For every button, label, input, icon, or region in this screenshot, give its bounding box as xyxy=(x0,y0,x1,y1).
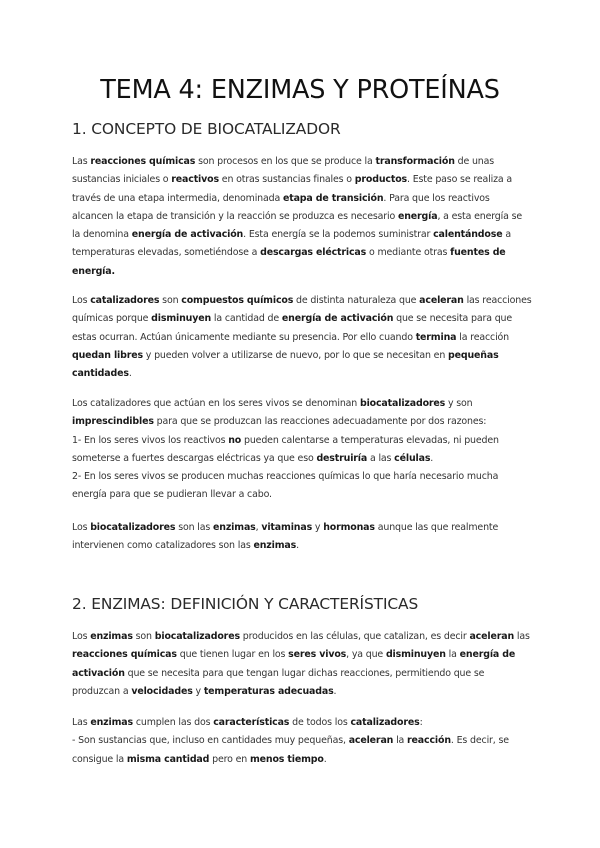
section-1-paragraph-2: Los catalizadores son compuestos químicos de distinta naturaleza que aceleran las reacciones químicas porque disminuyen la cantidad de energía de activación que se necesita para que estas ocurran. Actúan únicamente mediante su presencia. Por ello cuando termina la reacción quedan libres y pueden volver a utilizarse de nuevo, por lo que se necesitan en pequeñas cantidades. xyxy=(72,295,532,380)
section-2-paragraph-1: Los enzimas son biocatalizadores producidos en las células, que catalizan, es decir aceleran las reacciones químicas que tienen lugar en los seres vivos, ya que disminuyen la energía de activación que se necesita para que tengan lugar dichas reacciones, permitiendo que se produzcan a velocidades y temperaturas adecuadas. xyxy=(72,631,530,697)
section-1-heading: 1. CONCEPTO DE BIOCATALIZADOR xyxy=(72,120,341,138)
section-1-paragraph-1: Las reacciones químicas son procesos en los que se produce la transformación de unas sustancias iniciales o reactivos en otras sustancias finales o productos. Este paso se realiza a través de una etapa intermedia, denominada etapa de transición. Para que los reactivos alcancen la etapa de transición y la reacción se produzca es necesario energía, a esta energía se la denomina energía de activación. Esta energía se la podemos suministrar calentándose a temperaturas elevadas, sometiéndose a descargas eléctricas o mediante otras fuentes de energía. xyxy=(72,156,523,277)
section-1-paragraph-4: Los biocatalizadores son las enzimas, vitaminas y hormonas aunque las que realmente intervienen como catalizadores son las enzimas. xyxy=(72,522,499,552)
section-2-paragraph-2: Las enzimas cumplen las dos características de todos los catalizadores: - Son sustancias que, incluso en cantidades muy pequeñas, aceleran la reacción. Es decir, se consigue la misma cantidad pero en menos tiempo. xyxy=(72,717,509,765)
page-title: TEMA 4: ENZIMAS Y PROTEÍNAS xyxy=(100,75,500,105)
section-1-paragraph-3: Los catalizadores que actúan en los seres vivos se denominan biocatalizadores y son imprescindibles para que se produzcan las reacciones adecuadamente por dos razones: 1- En los seres vivos los reactivos no pueden calentarse a temperaturas elevadas, ni pueden someterse a fuertes descargas eléctricas ya que eso destruiría a las células. 2- En los seres vivos se producen muchas reacciones químicas lo que haría necesario mucha energía para que se pudieran llevar a cabo. xyxy=(72,398,499,501)
section-2-heading: 2. ENZIMAS: DEFINICIÓN Y CARACTERÍSTICAS xyxy=(72,595,419,613)
